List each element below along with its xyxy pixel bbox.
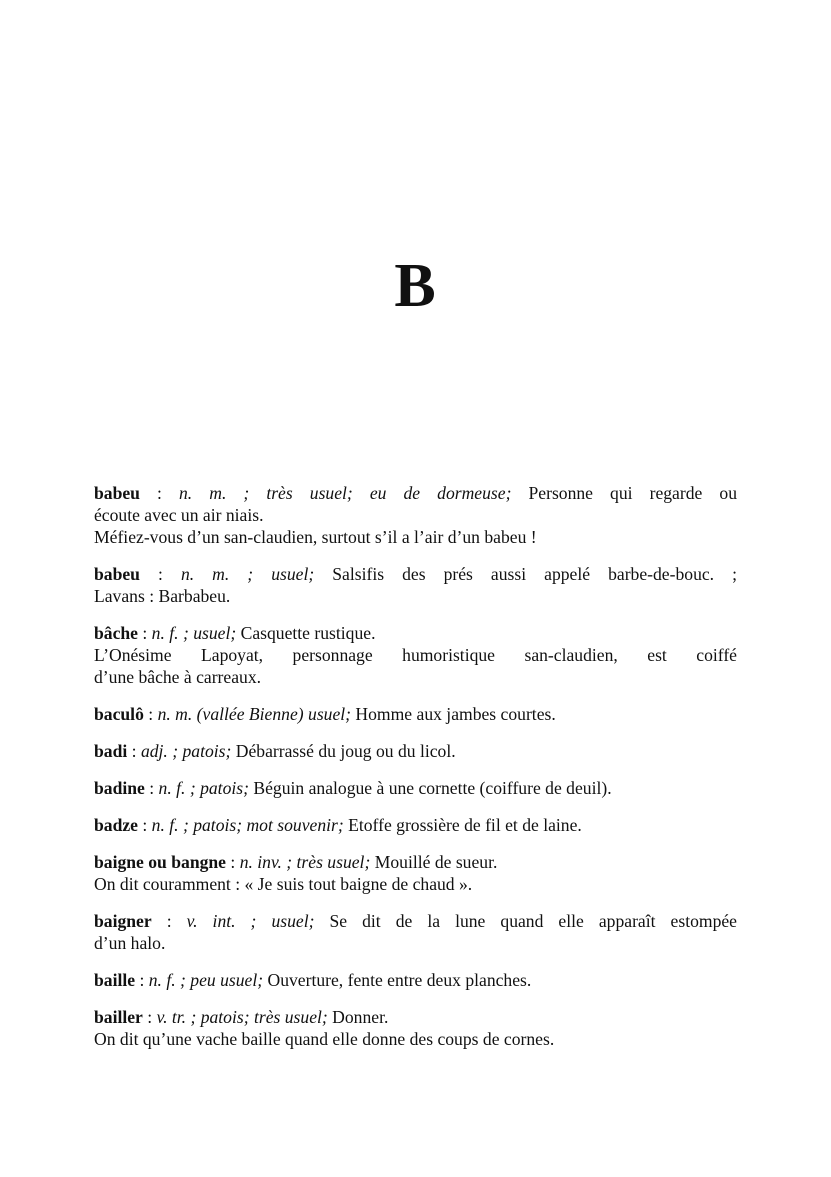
section-letter: B	[394, 252, 437, 320]
entry-first-line	[94, 1006, 737, 1028]
entry-headword: baigner	[94, 911, 152, 931]
entry-first-line	[94, 851, 737, 873]
entry-separator: :	[135, 970, 149, 990]
entry-grammar: v. int. ; usuel;	[186, 911, 315, 931]
entry-definition: Mouillé de sueur.	[370, 852, 498, 872]
dictionary-entry	[94, 777, 737, 799]
entry-line: L’Onésime Lapoyat, personnage humoristique san-claudien, est coiffé	[94, 645, 737, 665]
entry-line: On dit couramment : « Je suis tout baigne de chaud ».	[94, 874, 473, 894]
dictionary-entry	[94, 482, 737, 548]
entry-definition: Etoffe grossière de fil et de laine.	[343, 815, 582, 835]
dictionary-entry	[94, 703, 737, 725]
entry-separator: :	[143, 704, 158, 724]
entry-first-line	[94, 563, 737, 585]
entry-first-line	[94, 703, 737, 725]
entry-separator: :	[139, 564, 181, 584]
entry-grammar: v. tr. ; patois; très usuel;	[156, 1007, 328, 1027]
dictionary-entry	[94, 1006, 737, 1050]
entry-headword: babeu	[94, 564, 140, 584]
entry-definition: Donner.	[327, 1007, 389, 1027]
dictionary-entry	[94, 910, 737, 954]
entry-line: d’un halo.	[94, 933, 166, 953]
entry-grammar: n. m. ; très usuel; eu de dormeuse;	[178, 483, 512, 503]
entry-definition: Débarrassé du joug ou du licol.	[231, 741, 456, 761]
entry-definition: Salsifis des prés aussi appelé barbe-de-bouc. ;	[314, 564, 738, 584]
entry-headword: badze	[94, 815, 138, 835]
entry-line: On dit qu’une vache baille quand elle donne des coups de cornes.	[94, 1029, 555, 1049]
entry-first-line	[94, 969, 737, 991]
entry-separator: :	[139, 483, 179, 503]
entry-grammar: n. f. ; patois;	[158, 778, 249, 798]
entry-line: d’une bâche à carreaux.	[94, 667, 262, 687]
entry-grammar: n. inv. ; très usuel;	[239, 852, 371, 872]
entry-definition: Casquette rustique.	[236, 623, 376, 643]
entry-line: écoute avec un air niais.	[94, 505, 264, 525]
entry-line: Méfiez-vous d’un san-claudien, surtout s’il a l’air d’un babeu !	[94, 527, 537, 547]
entry-first-line	[94, 482, 737, 504]
dictionary-entry	[94, 563, 737, 607]
entry-separator: :	[137, 815, 152, 835]
entry-first-line	[94, 814, 737, 836]
entry-headword: baille	[94, 970, 136, 990]
entry-headword: baigne ou bangne	[94, 852, 226, 872]
entry-separator: :	[144, 778, 159, 798]
entry-separator: :	[226, 852, 240, 872]
entry-headword: bailler	[94, 1007, 143, 1027]
entry-first-line	[94, 910, 737, 932]
entry-first-line	[94, 740, 737, 762]
entry-definition: Personne qui regarde ou	[511, 483, 737, 503]
entry-definition: Homme aux jambes courtes.	[351, 704, 556, 724]
entry-grammar: adj. ; patois;	[140, 741, 232, 761]
entry-definition: Béguin analogue à une cornette (coiffure de deuil).	[248, 778, 612, 798]
dictionary-entry	[94, 740, 737, 762]
entry-separator: :	[142, 1007, 157, 1027]
entry-separator: :	[137, 623, 152, 643]
entry-grammar: n. f. ; patois; mot souvenir;	[151, 815, 344, 835]
entry-separator: :	[151, 911, 187, 931]
entry-line: Lavans : Barbabeu.	[94, 586, 231, 606]
entry-definition: Ouverture, fente entre deux planches.	[263, 970, 532, 990]
dictionary-entry	[94, 622, 737, 688]
entry-grammar: n. f. ; usuel;	[151, 623, 237, 643]
entry-headword: bâche	[94, 623, 138, 643]
dictionary-entry	[94, 851, 737, 895]
entry-headword: baculô	[94, 704, 144, 724]
entry-grammar: n. m. (vallée Bienne) usuel;	[157, 704, 352, 724]
entry-grammar: n. m. ; usuel;	[180, 564, 315, 584]
entry-first-line	[94, 777, 737, 799]
entry-headword: badine	[94, 778, 145, 798]
entry-first-line	[94, 622, 737, 644]
entry-headword: badi	[94, 741, 128, 761]
dictionary-entry	[94, 969, 737, 991]
dictionary-entries	[94, 482, 737, 1065]
entry-separator: :	[127, 741, 141, 761]
entry-headword: babeu	[94, 483, 140, 503]
entry-definition: Se dit de la lune quand elle apparaît estompée	[314, 911, 737, 931]
entry-grammar: n. f. ; peu usuel;	[148, 970, 264, 990]
dictionary-entry	[94, 814, 737, 836]
